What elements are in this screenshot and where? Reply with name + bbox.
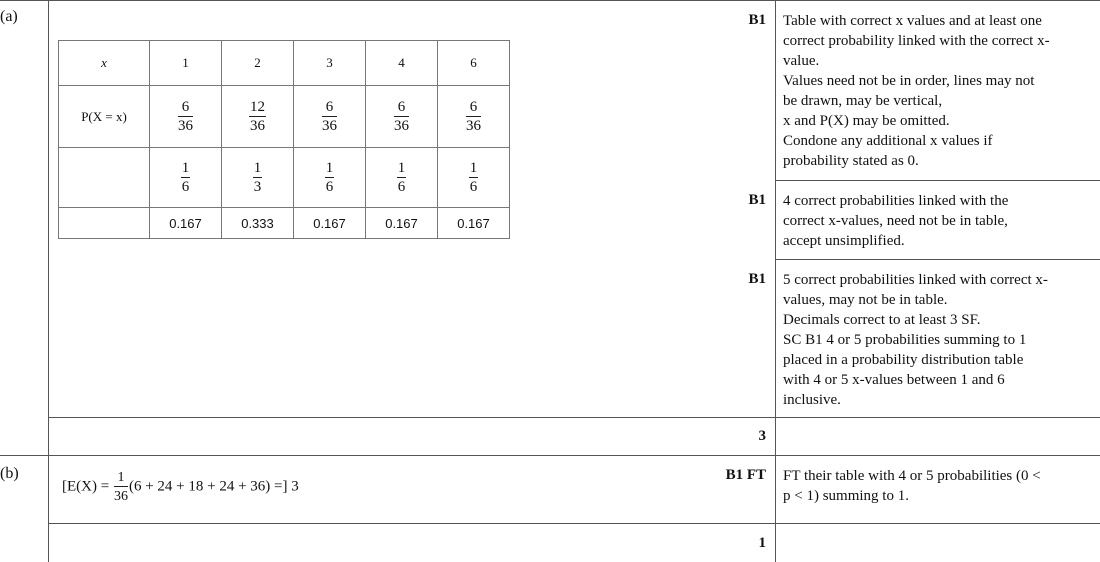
mark-code: B1 xyxy=(748,12,766,28)
probability-fraction: $\frac{6}{36}$ xyxy=(322,98,337,134)
expectation-equation xyxy=(62,470,299,504)
simplified-fraction: $\frac{1}{6}$ xyxy=(181,159,190,195)
part-a-label: (a) xyxy=(0,8,18,25)
column-divider xyxy=(48,0,49,562)
p-header: P(X = x) xyxy=(59,86,150,148)
guidance-text: 5 correct probabilities linked with correct x- values, may not be in table. Decimals correct to at least 3 SF. SC B1 4 or 5 probabilities summing to 1 placed in a probability distribution table with 4 or 5 x-values between 1 and 6 inclusive. xyxy=(783,272,1048,408)
probability-fraction: $\frac{6}{36}$ xyxy=(178,98,193,134)
row-divider xyxy=(0,455,1100,456)
mark-code: B1 xyxy=(748,271,766,287)
x-header: x xyxy=(101,55,107,70)
simplified-fraction: $\frac{1}{6}$ xyxy=(325,159,334,195)
mark-code: B1 xyxy=(748,192,766,208)
equation-fraction: $\frac{1}{36}$ xyxy=(113,470,128,504)
decimal-value: 0.167 xyxy=(366,208,438,239)
guidance-text: Table with correct x values and at least one correct probability linked with the correct x- value. Values need not be in order, lines may not be drawn, may be vertical, x and P(X) may be omitted. Condone any additional x values if probability stated as 0. xyxy=(783,13,1050,169)
row-divider xyxy=(48,417,1100,418)
x-value: 1 xyxy=(150,41,222,86)
guidance-text: 4 correct probabilities linked with the correct x-values, need not be in table, accept unsimplified. xyxy=(783,193,1009,249)
x-value: 6 xyxy=(438,41,510,86)
simplified-fraction: $\frac{1}{6}$ xyxy=(469,159,478,195)
decimal-value: 0.167 xyxy=(294,208,366,239)
table-row xyxy=(59,41,510,86)
top-border xyxy=(0,0,1100,1)
table-row xyxy=(59,86,510,148)
x-value: 3 xyxy=(294,41,366,86)
equation-suffix: (6 + 24 + 18 + 24 + 36) =] 3 xyxy=(128,478,299,495)
mark-total: 3 xyxy=(758,428,766,444)
simplified-fraction: $\frac{1}{3}$ xyxy=(253,159,262,195)
table-row xyxy=(59,148,510,208)
row-divider xyxy=(775,180,1100,181)
equation-prefix: [E(X) = xyxy=(62,478,113,495)
probability-table xyxy=(58,40,510,239)
decimal-value: 0.167 xyxy=(150,208,222,239)
decimal-value: 0.167 xyxy=(438,208,510,239)
x-value: 2 xyxy=(222,41,294,86)
guidance-text: FT their table with 4 or 5 probabilities (0 < p < 1) summing to 1. xyxy=(783,468,1041,504)
row-divider xyxy=(775,259,1100,260)
mark-total: 1 xyxy=(758,535,766,551)
part-b-label: (b) xyxy=(0,465,19,482)
x-value: 4 xyxy=(366,41,438,86)
probability-fraction: $\frac{12}{36}$ xyxy=(250,98,265,134)
decimal-value: 0.333 xyxy=(222,208,294,239)
table-row xyxy=(59,208,510,239)
mark-code: B1 FT xyxy=(725,467,766,483)
column-divider xyxy=(775,0,776,562)
probability-fraction: $\frac{6}{36}$ xyxy=(466,98,481,134)
probability-fraction: $\frac{6}{36}$ xyxy=(394,98,409,134)
simplified-fraction: $\frac{1}{6}$ xyxy=(397,159,406,195)
row-divider xyxy=(48,523,1100,524)
